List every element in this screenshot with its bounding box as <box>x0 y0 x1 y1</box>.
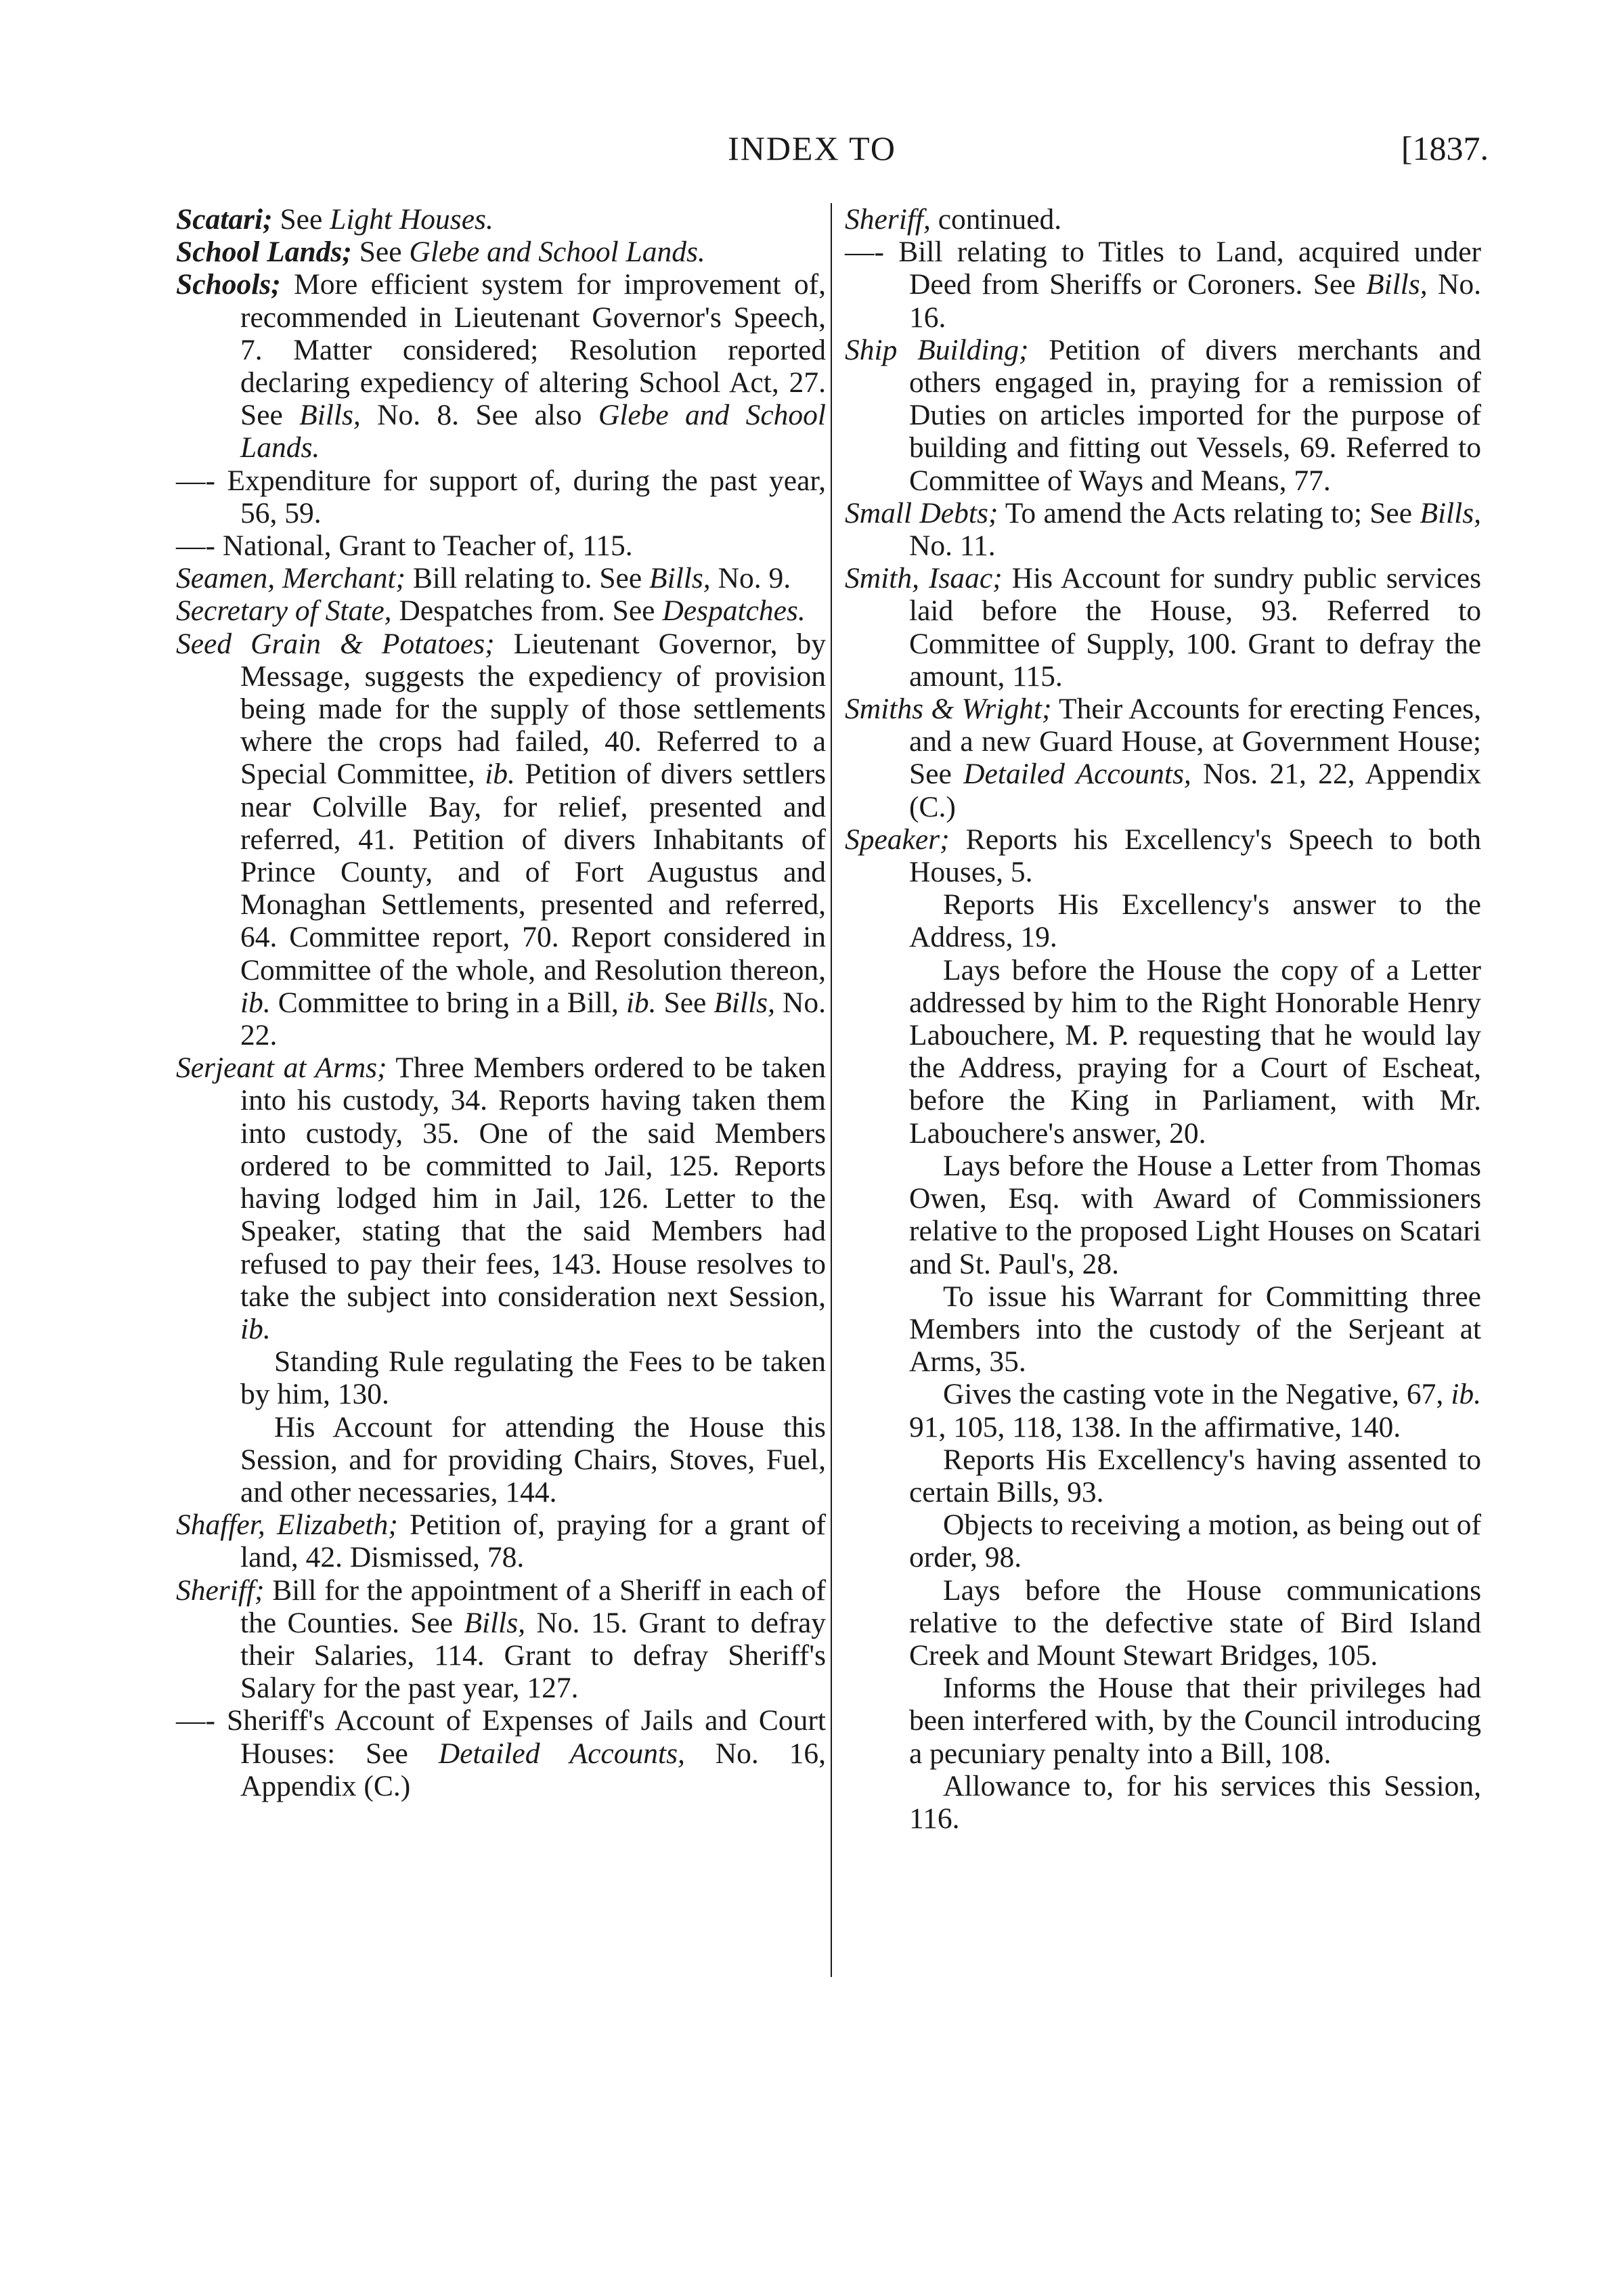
index-subentry-sheriff-accounts: —- Sheriff's Account of Expenses of Jails and Court Houses: See Detailed Accounts, No. 16, Appendix (C.) <box>176 1704 826 1802</box>
index-entry-smiths-wright: Smiths & Wright; Their Accounts for erecting Fences, and a new Guard House, at Government House; See Detailed Accounts, Nos. 21, 22, Appendix (C.) <box>845 693 1482 823</box>
index-subentry-speaker-answer: Reports His Excellency's answer to the Address, 19. <box>909 888 1481 954</box>
index-entry-sheriff-continued: Sheriff, continued. <box>845 203 1062 236</box>
index-subentry-speaker-assent: Reports His Excellency's having assented to certain Bills, 93. <box>909 1443 1481 1509</box>
index-entry-seamen: Seamen, Merchant; Bill relating to. See Bills, No. 9. <box>176 562 791 595</box>
index-entry-ship-building: Ship Building; Petition of divers merchants and others engaged in, praying for a remission of Duties on articles imported for the purpose of building and fitting out Vessels, 69. Referred to Committee of Ways and Means, 77. <box>845 333 1481 497</box>
index-entry-serjeant-at-arms: Serjeant at Arms; Three Members ordered to be taken into his custody, 34. Reports having taken them into custody, 35. One of the said Members ordered to be committed to Jail, 125. Reports having lodged him in Jail, 126. Letter to the Speaker, stating that the said Members had refused to pay their fees, 143. House resolves to take the subject into consideration next Session, ib. <box>176 1051 827 1345</box>
index-entry-seed-grain: Seed Grain & Potatoes; Lieutenant Governor, by Message, suggests the expediency of provision being made for the supply of those settlements where the crops had failed, 40. Referred to a Special Committee, ib. Petition of divers settlers near Colville Bay, for relief, presented and referred, 41. Petition of divers Inhabitants of Prince County, and of Fort Augustus and Monaghan Settlements, presented and referred, 64. Committee report, 70. Report considered in Committee of the whole, and Resolution thereon, ib. Committee to bring in a Bill, ib. See Bills, No. 22. <box>176 627 827 1052</box>
index-subentry-speaker-casting-vote: Gives the casting vote in the Negative, 67, ib. 91, 105, 118, 138. In the affirmative, 140. <box>909 1378 1481 1444</box>
index-entry-smith-isaac: Smith, Isaac; His Account for sundry public services laid before the House, 93. Referred to Committee of Supply, 100. Grant to defray the amount, 115. <box>845 562 1482 693</box>
index-entry-scatari: Scatari; See Light Houses. <box>176 203 493 236</box>
column-divider <box>831 203 832 1977</box>
running-title: INDEX TO <box>728 129 896 167</box>
index-subentry-speaker-objects: Objects to receiving a motion, as being out of order, 98. <box>909 1509 1481 1574</box>
index-entry-sheriff: Sheriff; Bill for the appointment of a Sheriff in each of the Counties. See Bills, No. 15. Grant to defray their Salaries, 114. Grant to defray Sheriff's Salary for the past year, 127. <box>176 1573 827 1705</box>
page-header <box>0 129 1624 183</box>
index-subentry-speaker-privileges: Informs the House that their privileges had been interfered with, by the Council introducing a pecuniary penalty into a Bill, 108. <box>909 1672 1481 1770</box>
index-entry-school-lands: School Lands; See Glebe and School Lands. <box>176 236 705 269</box>
left-column <box>176 203 826 1802</box>
index-subentry-schools-national: —- National, Grant to Teacher of, 115. <box>176 529 633 563</box>
index-subentry-speaker-warrant: To issue his Warrant for Committing three Members into the custody of the Serjeant at Arms, 35. <box>909 1280 1481 1379</box>
index-entry-secretary-of-state: Secretary of State, Despatches from. See Despatches. <box>176 594 806 628</box>
index-subentry-schools-expenditure: —- Expenditure for support of, during the past year, 56, 59. <box>176 464 826 529</box>
index-subentry-serjeant-account: His Account for attending the House this Session, and for providing Chairs, Stoves, Fuel, and other necessaries, 144. <box>240 1410 826 1509</box>
right-column <box>845 203 1481 1835</box>
index-subentry-serjeant-rule: Standing Rule regulating the Fees to be taken by him, 130. <box>240 1345 826 1411</box>
index-entry-small-debts: Small Debts; To amend the Acts relating to; See Bills, No. 11. <box>845 496 1482 563</box>
index-subentry-speaker-bridges: Lays before the House communications relative to the defective state of Bird Island Creek and Mount Stewart Bridges, 105. <box>909 1573 1481 1672</box>
index-subentry-speaker-owen: Lays before the House a Letter from Thomas Owen, Esq. with Award of Commissioners relative to the proposed Light Houses on Scatari and St. Paul's, 28. <box>909 1149 1481 1280</box>
index-entry-shaffer: Shaffer, Elizabeth; Petition of, praying for a grant of land, 42. Dismissed, 78. <box>176 1509 826 1574</box>
index-entry-schools: Schools; More efficient system for improvement of, recommended in Lieutenant Governor's Speech, 7. Matter considered; Resolution reported declaring expediency of altering School Act, 27. See Bills, No. 8. See also Glebe and School Lands. <box>176 268 827 464</box>
index-subentry-speaker-letter: Lays before the House the copy of a Letter addressed by him to the Right Honorable Henry Labouchere, M. P. requesting that he would lay the Address, praying for a Court of Escheat, before the King in Parliament, with Mr. Labouchere's answer, 20. <box>909 953 1481 1150</box>
index-subentry-sheriff-titles: —- Bill relating to Titles to Land, acquired under Deed from Sheriffs or Coroners. See Bills, No. 16. <box>845 236 1481 334</box>
index-entry-speaker: Speaker; Reports his Excellency's Speech to both Houses, 5. <box>845 823 1481 889</box>
page-year: [1837. <box>1401 129 1489 167</box>
index-subentry-speaker-allowance: Allowance to, for his services this Session, 116. <box>909 1769 1481 1835</box>
